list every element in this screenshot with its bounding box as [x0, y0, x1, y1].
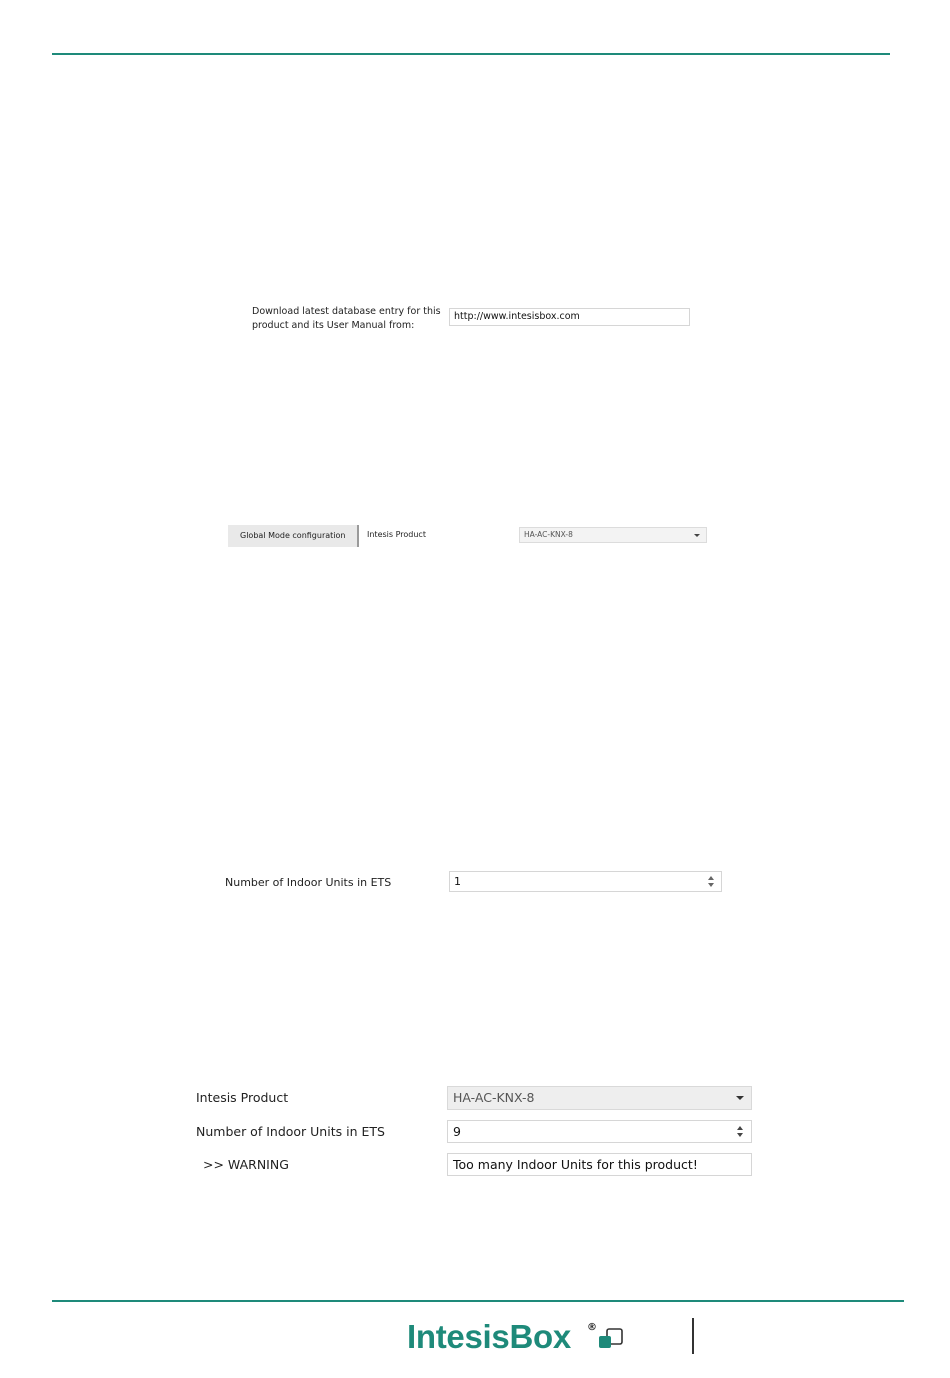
units-stepper[interactable] — [449, 871, 722, 892]
warning-units-stepper[interactable] — [447, 1120, 752, 1143]
product-select[interactable] — [519, 527, 707, 543]
product-label: Intesis Product — [367, 530, 426, 539]
download-url-value: http://www.intesisbox.com — [454, 311, 580, 322]
warning-units-value: 9 — [453, 1124, 461, 1139]
footer-logo — [407, 1318, 571, 1360]
footer-rule — [52, 1300, 904, 1302]
registered-mark: ® — [587, 1322, 597, 1333]
warning-message-field — [447, 1153, 752, 1176]
warning-product-select[interactable] — [447, 1086, 752, 1110]
spin-down-icon[interactable] — [708, 883, 714, 887]
units-stepper-value: 1 — [454, 875, 461, 888]
spin-down-icon[interactable] — [737, 1133, 743, 1137]
warning-label: >> WARNING — [203, 1157, 289, 1172]
download-label — [252, 305, 442, 333]
download-url-field[interactable] — [449, 308, 690, 326]
units-label: Number of Indoor Units in ETS — [225, 876, 392, 889]
warning-units-label: Number of Indoor Units in ETS — [196, 1124, 385, 1139]
product-select-value: HA-AC-KNX-8 — [524, 530, 573, 539]
warning-product-value: HA-AC-KNX-8 — [453, 1090, 535, 1105]
download-label-line1: Download latest database entry for this — [252, 306, 441, 317]
chevron-down-icon — [736, 1096, 744, 1100]
tab-label: Global Mode configuration — [240, 531, 346, 540]
download-label-line2: product and its User Manual from: — [252, 320, 415, 331]
header-rule — [52, 53, 890, 55]
footer-separator — [692, 1318, 694, 1354]
tab-global-mode-configuration[interactable] — [228, 525, 359, 547]
chevron-down-icon — [694, 534, 700, 537]
spin-up-icon[interactable] — [708, 876, 714, 880]
spin-up-icon[interactable] — [737, 1126, 743, 1130]
brand-logo-icon — [598, 1327, 624, 1351]
warning-message-value: Too many Indoor Units for this product! — [453, 1157, 698, 1172]
brand-name: IntesisBox — [407, 1318, 571, 1355]
warning-product-label: Intesis Product — [196, 1090, 289, 1105]
